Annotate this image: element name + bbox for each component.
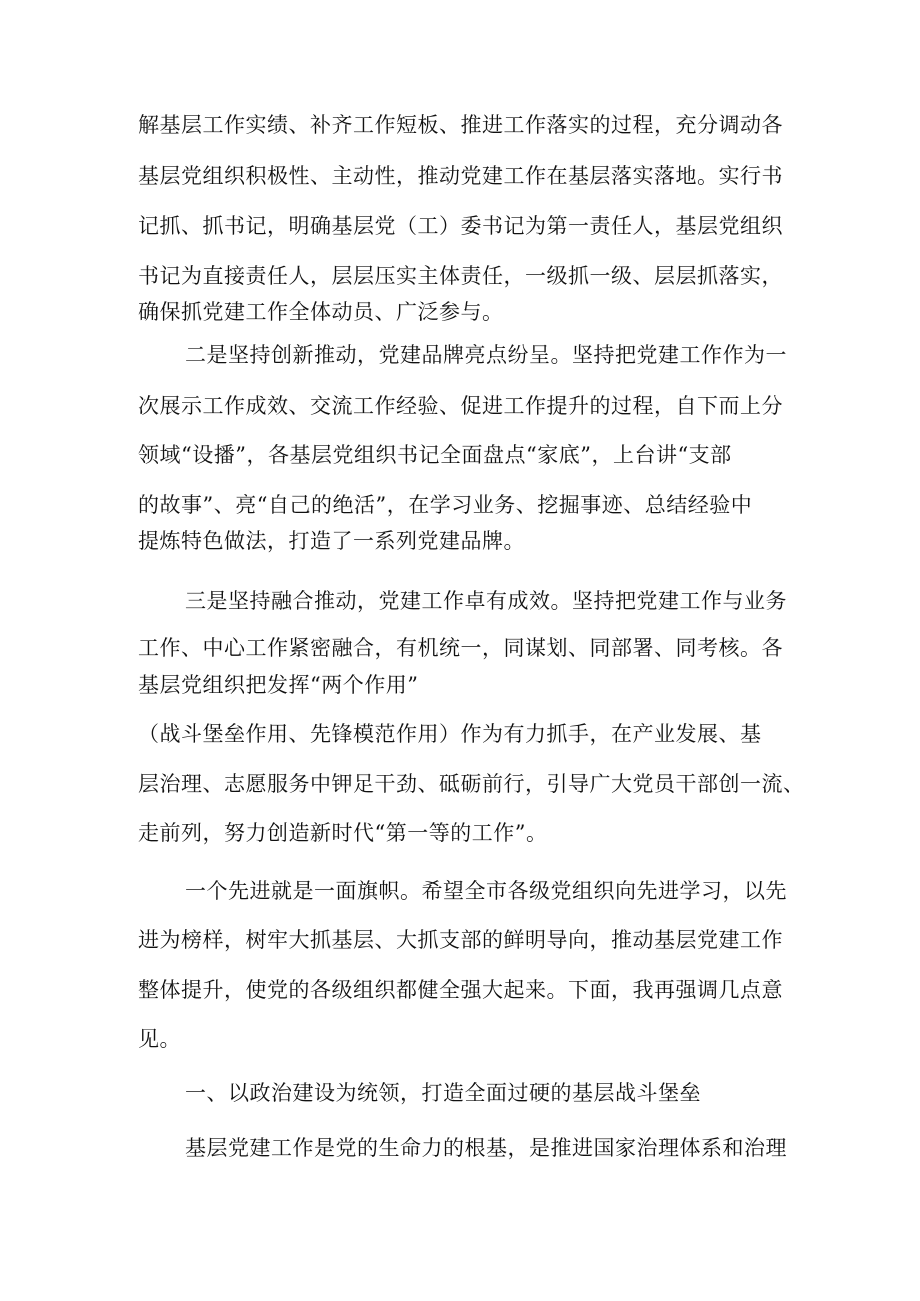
paragraph-start-line: 三是坚持融合推动，党建工作卓有成效。坚持把党建工作与业务	[185, 589, 787, 613]
text-line: 提炼特色做法，打造了一系列党建品牌。	[138, 529, 525, 553]
text-line: 基层党组织把发挥“两个作用”	[138, 673, 419, 697]
paragraph-start-line: 一个先进就是一面旗帜。希望全市各级党组织向先进学习，以先	[185, 879, 787, 903]
text-line: 确保抓党建工作全体动员、广泛参与。	[138, 300, 504, 324]
text-line: 领域“设播”，各基层党组织书记全面盘点“家底”，上台讲“支部	[138, 443, 732, 467]
section-heading: 一、以政治建设为统领，打造全面过硬的基层战斗堡垒	[185, 1081, 701, 1105]
text-line: 次展示工作成效、交流工作经验、促进工作提升的过程，自下而上分	[138, 394, 783, 418]
paragraph-start-line: 二是坚持创新推动，党建品牌亮点纷呈。坚持把党建工作作为一	[185, 343, 787, 367]
text-line: （战斗堡垒作用、先锋模范作用）作为有力抓手，在产业发展、基	[138, 722, 762, 746]
text-line: 工作、中心工作紧密融合，有机统一，同谋划、同部署、同考核。各	[138, 636, 783, 660]
text-line: 基层党组织积极性、主动性，推动党建工作在基层落实落地。实行书	[138, 164, 783, 188]
text-line: 见。	[138, 1027, 181, 1051]
text-line: 层治理、志愿服务中钾足干劲、砥砺前行，引导广大党员干部创一流、	[138, 772, 805, 796]
text-line: 走前列，努力创造新时代“第一等的工作”。	[138, 821, 548, 845]
text-line: 进为榜样，树牢大抓基层、大抓支部的鲜明导向，推动基层党建工作	[138, 928, 783, 952]
text-line: 的故事”、亮“自己的绝活”，在学习业务、挖掘事迹、总结经验中	[138, 493, 753, 517]
paragraph-start-line: 基层党建工作是党的生命力的根基，是推进国家治理体系和治理	[185, 1136, 787, 1160]
text-line: 解基层工作实绩、补齐工作短板、推进工作落实的过程，充分调动各	[138, 113, 783, 137]
text-line: 记抓、抓书记，明确基层党（工）委书记为第一责任人，基层党组织	[138, 214, 783, 238]
text-line: 书记为直接责任人，层层压实主体责任，一级抓一级、层层抓落实，	[138, 264, 783, 288]
text-line: 整体提升，使党的各级组织都健全强大起来。下面，我再强调几点意	[138, 978, 783, 1002]
